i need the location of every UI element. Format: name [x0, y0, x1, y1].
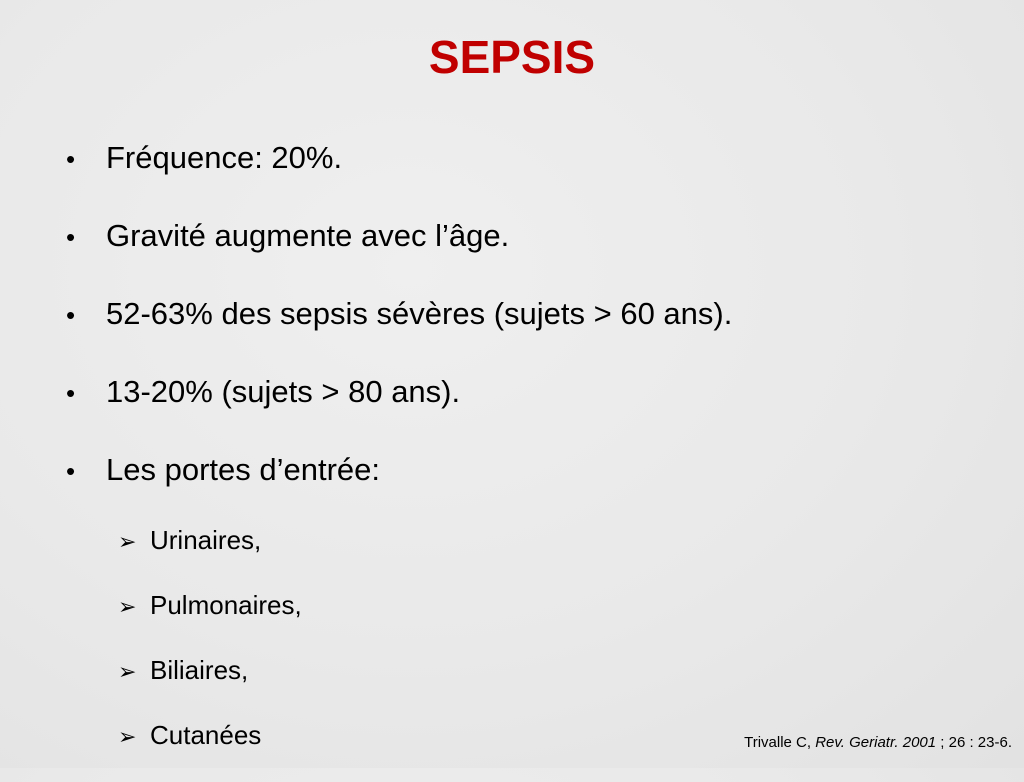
bullet-dot-icon: •: [66, 222, 76, 252]
bullet-item-sujets-80: [66, 372, 966, 450]
citation-reference: [744, 734, 1012, 751]
bullet-item-gravite: [66, 216, 966, 294]
citation-journal: Rev. Geriatr. 2001: [815, 734, 937, 751]
sub-bullet-list: [118, 522, 302, 782]
bullet-text: 13-20% (sujets > 80 ans).: [106, 374, 461, 409]
bullet-dot-icon: •: [66, 456, 76, 486]
sub-bullet-item-pulmonaires: [118, 587, 302, 652]
bullet-list: [66, 138, 966, 528]
bullet-dot-icon: •: [66, 300, 76, 330]
arrow-bullet-icon: ➢: [118, 724, 137, 749]
bullet-dot-icon: •: [66, 144, 76, 174]
arrow-bullet-icon: ➢: [118, 594, 137, 619]
bullet-text: 52-63% des sepsis sévères (sujets > 60 ans).: [106, 296, 733, 331]
bullet-item-frequence: [66, 138, 966, 216]
sub-bullet-item-cutanees: [118, 717, 302, 782]
sub-bullet-item-biliaires: [118, 652, 302, 717]
bullet-item-portes-entree: [66, 450, 966, 528]
sub-bullet-text: Biliaires,: [150, 655, 249, 685]
sub-bullet-text: Urinaires,: [150, 525, 262, 555]
bullet-text: Fréquence: 20%.: [106, 140, 343, 175]
slide-title: SEPSIS: [428, 31, 596, 83]
bullet-text: Les portes d’entrée:: [106, 452, 381, 487]
sub-bullet-text: Cutanées: [150, 720, 262, 750]
sub-bullet-item-urinaires: [118, 522, 302, 587]
bullet-dot-icon: •: [66, 378, 76, 408]
arrow-bullet-icon: ➢: [118, 529, 137, 554]
citation-details: ; 26 : 23-6.: [936, 734, 1012, 751]
bullet-text: Gravité augmente avec l’âge.: [106, 218, 510, 253]
arrow-bullet-icon: ➢: [118, 659, 137, 684]
sub-bullet-text: Pulmonaires,: [150, 590, 302, 620]
citation-author: Trivalle C,: [744, 734, 816, 751]
bullet-item-sepsis-severes: [66, 294, 966, 372]
